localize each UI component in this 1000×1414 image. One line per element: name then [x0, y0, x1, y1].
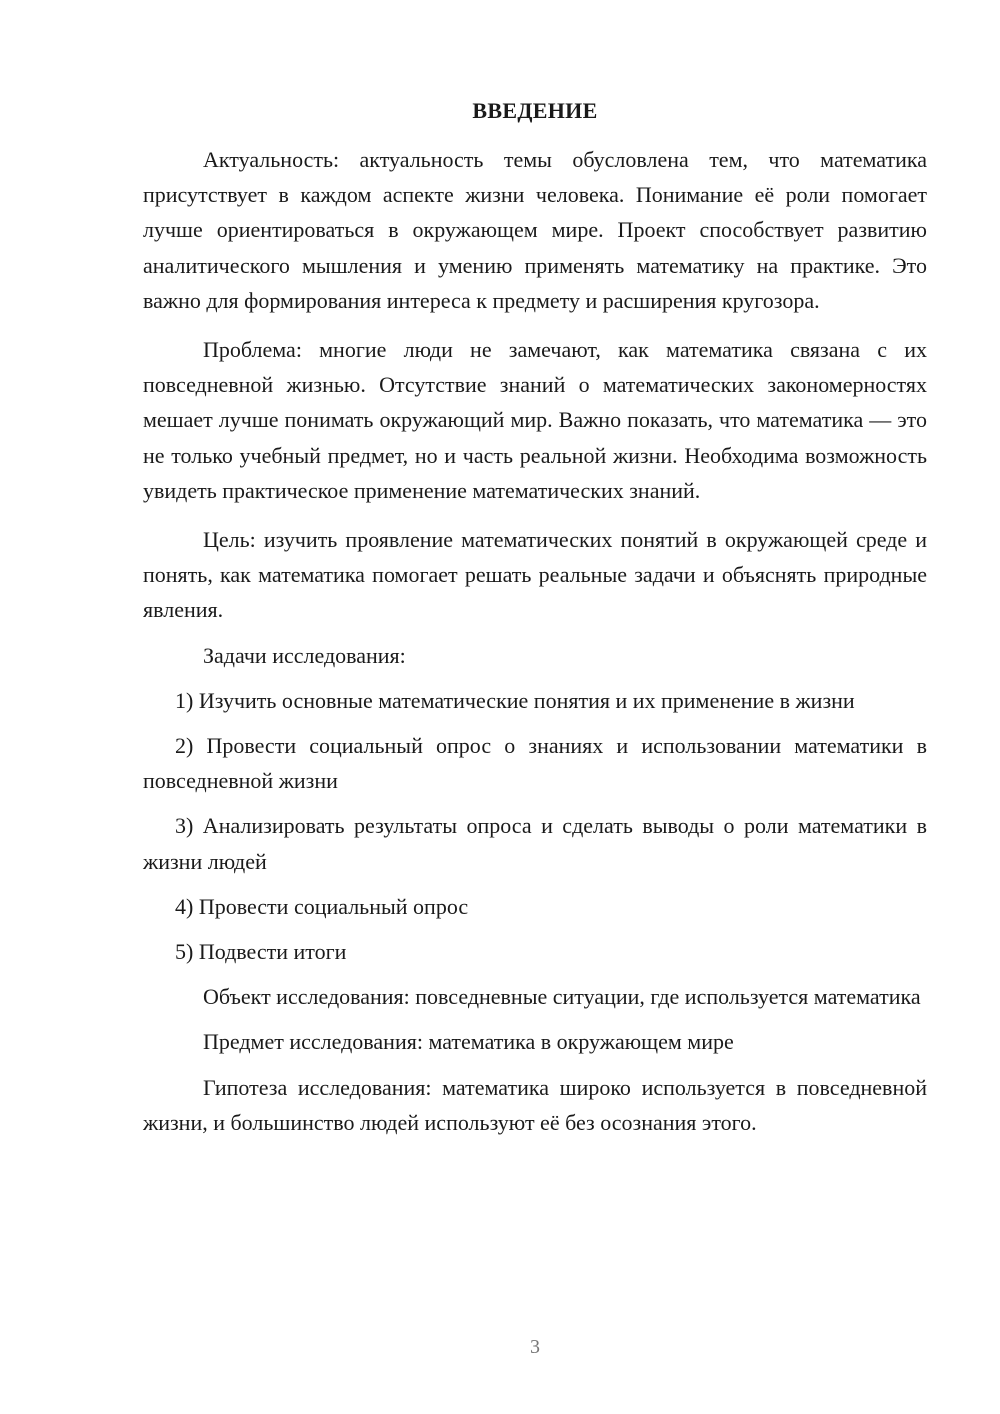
- section-title: ВВЕДЕНИЕ: [472, 98, 598, 123]
- object-paragraph: Объект исследования: повседневные ситуации, где используется математика: [203, 984, 921, 1010]
- task-item-2: 2) Провести социальный опрос о знаниях и использовании математики в повседневной жизни: [143, 733, 927, 794]
- subject-paragraph: Предмет исследования: математика в окружающем мире: [203, 1029, 734, 1055]
- page-number: 3: [530, 1336, 540, 1358]
- task-item-1: 1) Изучить основные математические понятия и их применение в жизни: [175, 687, 855, 713]
- document-page: [143, 0, 927, 1414]
- hypothesis-paragraph: Гипотеза исследования: математика широко используется в повседневной жизни, и большинство людей используют её без осознания этого.: [143, 1074, 927, 1135]
- task-item-5: 5) Подвести итоги: [175, 939, 347, 965]
- task-item-4: 4) Провести социальный опрос: [175, 893, 469, 919]
- task-item-3: 3) Анализировать результаты опроса и сделать выводы о роли математики в жизни людей: [143, 813, 927, 874]
- relevance-paragraph: Актуальность: актуальность темы обусловлена тем, что математика присутствует в каждом аспекте жизни человека. Понимание её роли помогает лучше ориентироваться в окружающем мире. Проект способствует развитию аналитического мышления и умению применять математику на практике. Это важно для формирования интереса к предмету и расширения кругозора.: [143, 147, 927, 313]
- problem-paragraph: Проблема: многие люди не замечают, как математика связана с их повседневной жизнью. Отсутствие знаний о математических закономерностях мешает лучше понимать окружающий мир. Важно показать, что математика — это не только учебный предмет, но и часть реальной жизни. Необходима возможность увидеть практическое применение математических знаний.: [143, 337, 927, 503]
- tasks-heading: Задачи исследования:: [203, 642, 406, 668]
- goal-paragraph: Цель: изучить проявление математических понятий в окружающей среде и понять, как математика помогает решать реальные задачи и объяснять природные явления.: [143, 527, 927, 623]
- document-body: [143, 142, 927, 1140]
